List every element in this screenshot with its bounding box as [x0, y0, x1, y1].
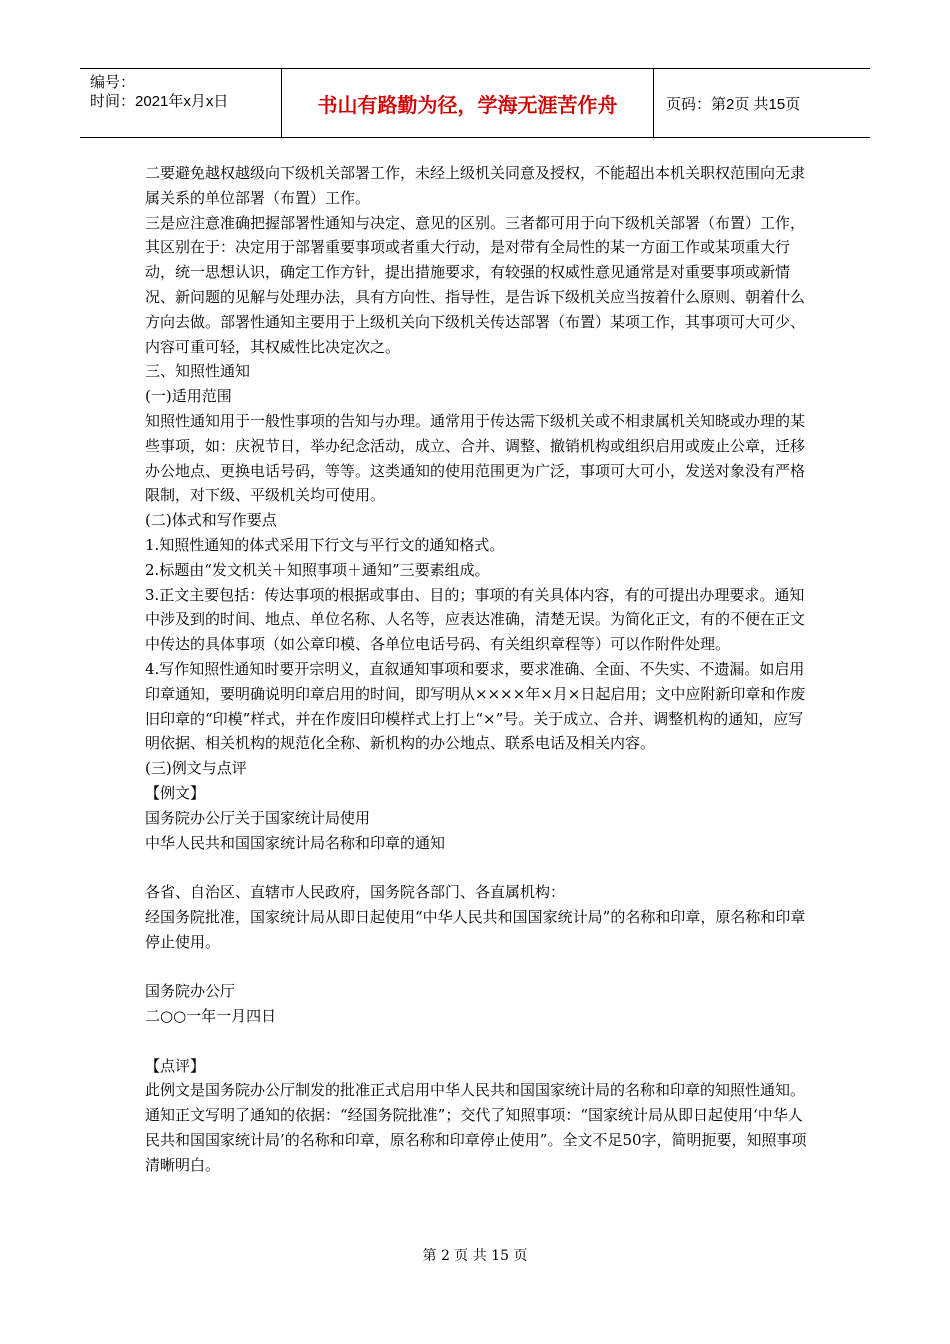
- list-item: 1.知照性通知的体式采用下行文与平行文的通知格式。: [145, 535, 505, 554]
- blank-line: [145, 1029, 810, 1054]
- header-meta: [80, 69, 282, 137]
- header-page-info: 页码：第2页 共15页: [666, 95, 801, 113]
- subsection-heading: (一)适用范围: [145, 387, 232, 406]
- page-header: [80, 68, 870, 138]
- section-heading: 三、知照性通知: [145, 362, 251, 381]
- header-motto: 书山有路勤为径，学海无涯苦作舟: [282, 69, 654, 137]
- example-title-line: 国务院办公厅关于国家统计局使用: [145, 808, 371, 827]
- paragraph: 知照性通知用于一般性事项的告知与办理。通常用于传达需下级机关或不相隶属机关知晓或办理的某些事项，如：庆祝节日，举办纪念活动，成立、合并、调整、撤销机构或组织启用或废止公章，迁移办公地点、更换电话号码，等等。这类通知的使用范围更为广泛，事项可大可小，发送对象没有严格限制，对下级、平级机关均可使用。: [145, 411, 806, 505]
- list-item: 3.正文主要包括：传达事项的根据或事由、目的；事项的有关具体内容，有的可提出办理要求。通知中涉及到的时间、地点、单位名称、人名等，应表达准确，清楚无误。为简化正文，有的不便在正文中传达的具体事项（如公章印模、各单位电话号码、有关组织章程等）可以作附件处理。: [145, 585, 806, 654]
- example-issuer: 国务院办公厅: [145, 982, 236, 1001]
- document-time: 时间：2021年x月x日: [90, 93, 229, 110]
- blank-line: [145, 855, 810, 880]
- example-body: 经国务院批准，国家统计局从即日起使用“中华人民共和国国家统计局”的名称和印章，原名称和印章停止使用。: [145, 907, 806, 951]
- blank-line: [145, 955, 810, 980]
- list-item: 2.标题由“发文机关＋知照事项＋通知”三要素组成。: [145, 560, 490, 579]
- example-label: 【例文】: [145, 783, 206, 802]
- paragraph: 二要避免越权越级向下级机关部署工作，未经上级机关同意及授权，不能超出本机关职权范围向无隶属关系的单位部署（布置）工作。: [145, 164, 806, 207]
- list-item: 4.写作知照性通知时要开宗明义，直叙通知事项和要求，要求准确、全面、不失实、不遗漏。如启用印章通知，要明确说明印章启用的时间，即写明从××××年×月×日起启用；文中应附新印章和作废旧印章的“印模”样式，并在作废旧印模样式上打上“×”号。关于成立、合并、调整机构的通知，应写明依据、相关机构的规范化全称、新机构的办公地点、联系电话及相关内容。: [145, 659, 806, 753]
- page-footer: 第 2 页 共 15 页: [422, 1248, 528, 1264]
- document-number: 编号：: [90, 74, 136, 91]
- subsection-heading: (二)体式和写作要点: [145, 511, 277, 530]
- paragraph: 三是应注意准确把握部署性通知与决定、意见的区别。三者都可用于向下级机关部署（布置）工作，其区别在于：决定用于部署重要事项或者重大行动，是对带有全局性的某一方面工作或某项重大行动，统一思想认识，确定工作方针，提出措施要求，有较强的权威性意见通常是对重要事项或新情况、新问题的见解与处理办法，具有方向性、指导性，是告诉下级机关应当按着什么原则、朝着什么方向去做。部署性通知主要用于上级机关向下级机关传达部署（布置）某项工作，其事项可大可少、内容可重可轻，其权威性比决定次之。: [145, 213, 806, 356]
- example-title-line: 中华人民共和国国家统计局名称和印章的通知: [145, 833, 446, 852]
- document-body: [145, 161, 810, 1178]
- example-date: 二○○一年一月四日: [145, 1007, 277, 1026]
- comment-body: 此例文是国务院办公厅制发的批准正式启用中华人民共和国国家统计局的名称和印章的知照性通知。通知正文写明了通知的依据：“经国务院批准”；交代了知照事项：“国家统计局从即日起使用‘中华人民共和国国家统计局’的名称和印章，原名称和印章停止使用”。全文不足50字，简明扼要，知照事项清晰明白。: [145, 1081, 807, 1174]
- example-recipients: 各省、自治区、直辖市人民政府，国务院各部门、各直属机构：: [145, 883, 566, 902]
- comment-label: 【点评】: [145, 1056, 206, 1075]
- subsection-heading: (三)例文与点评: [145, 759, 247, 778]
